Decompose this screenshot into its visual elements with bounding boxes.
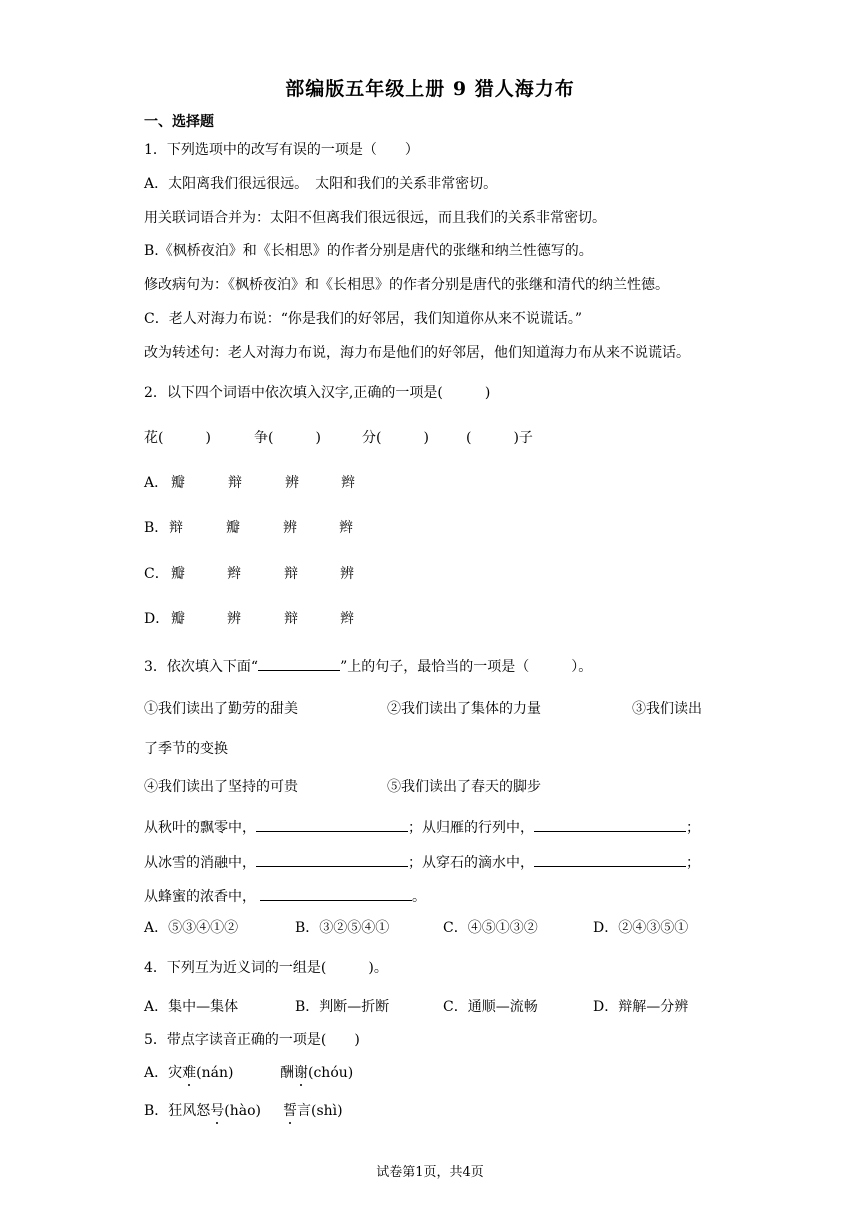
q3-sentence-3: ③我们读出	[632, 701, 702, 717]
q1-option-a-detail: 用关联词语合并为：太阳不但离我们很远很远，而且我们的关系非常密切。	[144, 210, 606, 226]
q1-option-a: A．太阳离我们很远很远。 太阳和我们的关系非常密切。	[144, 176, 498, 192]
q2-word-2: 争( )	[254, 430, 321, 446]
q2-option-char: 辩	[284, 611, 298, 627]
q1-option-b-detail: 修改病句为：《枫桥夜泊》和《长相思》的作者分别是唐代的张继和清代的纳兰性德。	[144, 277, 669, 293]
q4-stem: 4．下列互为近义词的一组是( )。	[144, 960, 388, 976]
q3-stem-pre: 3．依次填入下面“	[144, 659, 259, 675]
q2-option-char: 辫	[227, 566, 241, 582]
q1-option-c: C．老人对海力布说：“你是我们的好邻居，我们知道你从来不说谎话。”	[144, 311, 583, 327]
q2-word-3: 分( )	[362, 430, 429, 446]
q3-sentence-2: ②我们读出了集体的力量	[387, 701, 541, 717]
q3-fill-text: ；	[686, 855, 700, 871]
q1-option-b: B.《枫桥夜泊》和《长相思》的作者分别是唐代的张继和纳兰性德写的。	[144, 243, 593, 259]
q1-option-c-detail: 改为转述句：老人对海力布说，海力布是他们的好邻居，他们知道海力布从来不说谎话。	[144, 345, 690, 361]
q5-option-a-second	[280, 1064, 353, 1082]
q3-fill-blank	[534, 852, 686, 867]
q2-option-char: 辨	[285, 475, 299, 491]
q5-dotted-char: 誓	[283, 1103, 297, 1119]
q5-dotted-char: 难	[182, 1065, 197, 1081]
q2-option-char: 辫	[339, 520, 353, 536]
q3-fill-text: ；从归雁的行列中，	[408, 820, 534, 836]
q3-option-b: B．③②⑤④①	[295, 920, 390, 936]
q5-text: 酬	[280, 1065, 294, 1081]
q5-pinyin: (nán)	[196, 1065, 234, 1081]
q4-option-c: C．通顺—流畅	[443, 999, 538, 1015]
q2-option-char: 辩	[169, 520, 183, 536]
q5-dotted-char: 谢	[294, 1065, 308, 1081]
q2-option-char: 辨	[283, 520, 297, 536]
q2-option-char: 辨	[227, 611, 241, 627]
q5-text: 言(shì)	[297, 1103, 343, 1119]
q2-option-label: A．	[144, 475, 169, 491]
q4-option-a: A．集中—集体	[144, 999, 239, 1015]
q5-option-b	[144, 1102, 261, 1120]
q3-sentence-5: ⑤我们读出了春天的脚步	[387, 779, 541, 795]
q5-option-a	[144, 1064, 233, 1082]
q3-fill-blank	[256, 852, 408, 867]
q3-fill-text: 从蜂蜜的浓香中，	[144, 889, 256, 905]
q5-pinyin: (hào)	[224, 1103, 262, 1119]
page-title: 部编版五年级上册 9 猎人海力布	[285, 78, 575, 100]
q1-stem: 1．下列选项中的改写有误的一项是（ ）	[144, 142, 419, 158]
q5-option-b-second	[283, 1102, 343, 1120]
q2-word-4: ( )子	[466, 430, 533, 446]
q3-fill-line-2	[144, 852, 700, 872]
q3-sentence-3-cont: 了季节的变换	[144, 741, 228, 757]
q3-fill-text: 从秋叶的飘零中，	[144, 820, 256, 836]
q4-option-d: D．辩解—分辨	[593, 999, 689, 1015]
q2-option-label: C．	[144, 566, 169, 582]
q3-fill-blank	[256, 817, 408, 832]
q3-fill-text: ；	[686, 820, 700, 836]
q3-fill-blank	[534, 817, 686, 832]
q2-option-char: 瓣	[171, 475, 185, 491]
q3-stem-blank	[258, 656, 340, 671]
q2-option-label: B．	[144, 520, 169, 536]
q2-option-char: 瓣	[171, 611, 185, 627]
q3-option-c: C．④⑤①③②	[443, 920, 538, 936]
q3-fill-line-1	[144, 817, 700, 837]
q3-stem-post: ”上的句子，最恰当的一项是（ ）。	[340, 659, 593, 675]
q2-option-char: 瓣	[226, 520, 240, 536]
q2-option-label: D．	[144, 611, 170, 627]
q4-option-b: B．判断—折断	[295, 999, 390, 1015]
q3-sentence-1: ①我们读出了勤劳的甜美	[144, 701, 298, 717]
q5-text: A．灾	[144, 1065, 183, 1081]
q2-option-char: 辫	[340, 611, 354, 627]
q2-option-char: 辩	[228, 475, 242, 491]
q3-stem	[144, 656, 592, 676]
q3-fill-line-3	[144, 886, 426, 906]
q2-word-1: 花( )	[144, 430, 211, 446]
q2-stem: 2．以下四个词语中依次填入汉字,正确的一项是( )	[144, 385, 491, 401]
q2-option-char: 辩	[284, 566, 298, 582]
q2-option-char: 瓣	[171, 566, 185, 582]
q3-fill-blank	[260, 886, 412, 901]
section-heading: 一、选择题	[144, 114, 214, 130]
q5-dotted-char: 号	[210, 1103, 225, 1119]
q2-option-char: 辨	[340, 566, 354, 582]
q5-stem: 5．带点字读音正确的一项是( )	[144, 1032, 360, 1048]
page-footer: 试卷第1页，共4页	[376, 1165, 484, 1180]
q5-pinyin: (chóu)	[308, 1065, 354, 1081]
q3-fill-text: 从冰雪的消融中，	[144, 855, 256, 871]
q3-option-d: D．②④③⑤①	[593, 920, 689, 936]
q3-fill-text: 。	[412, 889, 426, 905]
q3-fill-text: ；从穿石的滴水中，	[408, 855, 534, 871]
q3-option-a: A．⑤③④①②	[144, 920, 239, 936]
q5-text: B．狂风怒	[144, 1103, 211, 1119]
q3-sentence-4: ④我们读出了坚持的可贵	[144, 779, 298, 795]
q2-option-char: 辫	[341, 475, 355, 491]
